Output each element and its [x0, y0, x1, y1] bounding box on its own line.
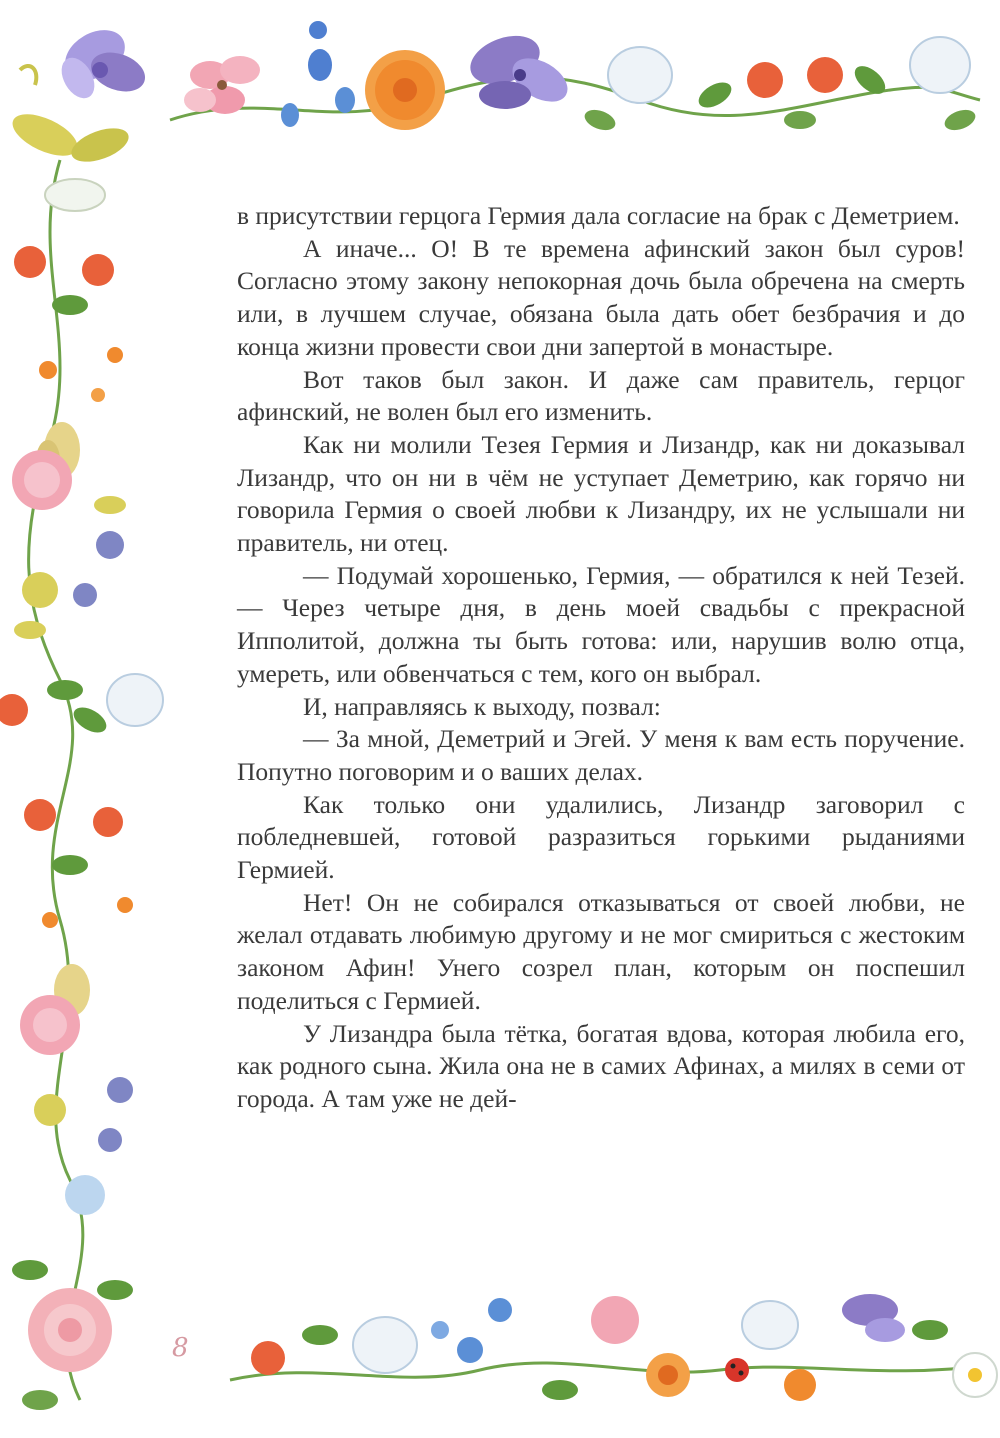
marigold-icon [365, 50, 445, 130]
paragraph: А иначе... О! В те времена афинский закон был суров! Согласно этому закону непокорная дочь была обречена на смерть или, в лучшем случае, обязана была дать обет безбрачия и до конца жизни провести свои дни запертой в монастыре. [237, 233, 965, 361]
daisy-icon [953, 1353, 997, 1397]
paragraph: в присутствии герцога Гермия дала согласие на брак с Деметрием. [237, 201, 960, 230]
strawberry-icon [14, 246, 114, 286]
paragraph: Нет! Он не собирался отказываться от своей любви, не желал отдавать любимую другому и не мог смириться с жестоким законом Афин! Унего созрел план, которым он поспешил поделиться с Гермией. [237, 887, 965, 1015]
paragraph: — За мной, Деметрий и Эгей. У меня к вам есть поручение. Попутно поговорим и о ваших делах. [237, 724, 965, 786]
ladybug-icon [725, 1358, 749, 1382]
strawberry-icon [0, 694, 123, 837]
columbine-flower-icon [464, 27, 575, 111]
columbine-flower-icon [55, 20, 151, 104]
page-number: 8 [172, 1333, 189, 1363]
strawberry-icon [251, 1341, 285, 1375]
paragraph: Как только они удалились, Лизандр заговорил с побледневшей, готовой разразиться горькими рыданиями Гермией. [237, 789, 965, 885]
columbine-flower-icon [842, 1294, 905, 1342]
carnation-icon [12, 450, 72, 510]
top-border [7, 20, 980, 168]
story-text [237, 200, 965, 1116]
carnation-icon [591, 1296, 639, 1344]
carnation-icon [20, 995, 80, 1055]
strawberry-icon [747, 57, 843, 98]
paragraph: И, направляясь к выходу, позвал: [303, 691, 661, 721]
rose-icon [28, 1288, 112, 1372]
left-border [0, 160, 163, 1410]
pink-flower-icon [184, 56, 260, 114]
paragraph: Как ни молили Тезея Гермия и Лизандр, как ни доказывал Лизандр, что он ни в чём не уступает Деметрию, как горячо ни говорила Гермия о своей любви к Лизандру, их не услышали ни правитель, ни отец. [237, 429, 965, 558]
paragraph: — Подумай хорошенько, Гермия, — обратился к ней Тезей. — Через четыре дня, в день моей свадьбы с прекрасной Ипполитой, должна ты быть готова: или, нарушив волю отца, умереть, или обвенчаться с тем, кого он выбрал. [237, 560, 965, 688]
paragraph: У Лизандра была тётка, богатая вдова, которая любила его, как родного сына. Жила она не в самих Афинах, а милях в семи от города. А там уже не дей- [237, 1018, 965, 1113]
forget-me-not-icon [431, 1298, 512, 1363]
bottom-border [230, 1294, 997, 1401]
paragraph: Вот таков был закон. И даже сам правитель, герцог афинский, не волен был его изменить. [237, 364, 965, 427]
